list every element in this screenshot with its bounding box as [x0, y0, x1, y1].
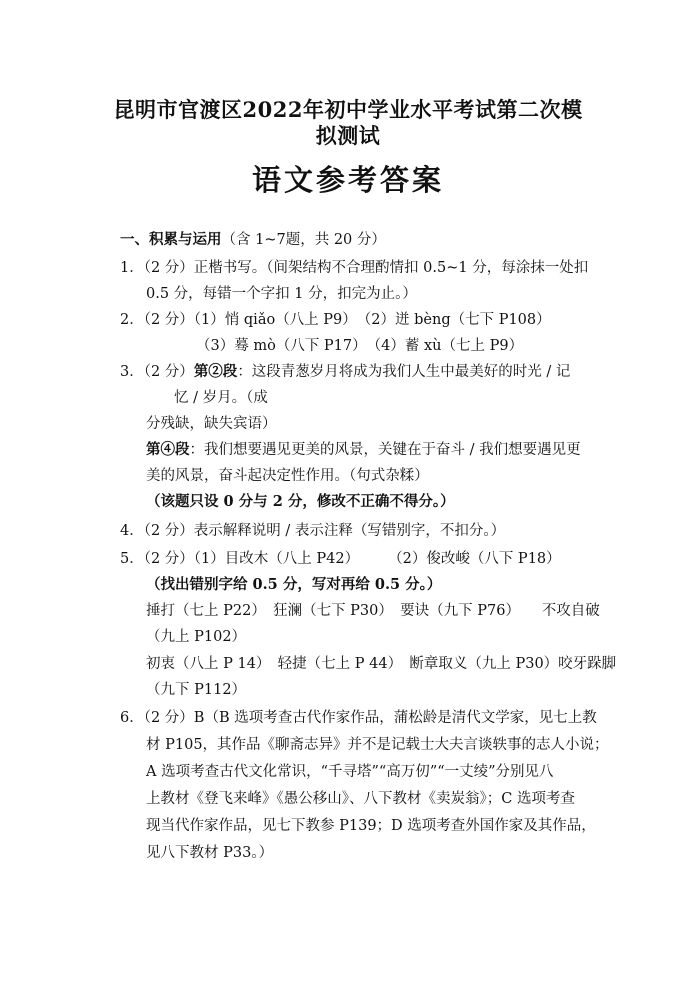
q3-scoring-note: （该题只设 0 分与 2 分，修改不正确不得分。） — [146, 493, 455, 510]
q4-line-1: 4．（2 分）表示解释说明 / 表示注释（写错别字，不扣分。） — [120, 523, 506, 539]
q3-line-3: 分残缺，缺失宾语） — [146, 416, 277, 432]
q5-line-1: 5．（2 分）（1）目改木（八上 P42） （2）俊改峻（八下 P18） — [120, 551, 561, 567]
q1-line-2: 0.5 分，每错一个字扣 1 分，扣完为止。） — [146, 286, 417, 302]
q3-line-4 — [146, 440, 581, 460]
q6-line-2: 材 P105，其作品《聊斋志异》并不是记载士大夫言谈轶事的志人小说； — [146, 737, 609, 753]
q1-line-1: 1．（2 分）正楷书写。（间架结构不合理酌情扣 0.5~1 分，每涂抹一处扣 — [120, 260, 589, 276]
q3-line-5: 美的风景，奋斗起决定性作用。（句式杂糅） — [146, 468, 429, 484]
q3-para-4-label: 第④段 — [146, 441, 190, 458]
q5-scoring-note: （找出错别字给 0.5 分，写对再给 0.5 分。） — [146, 576, 442, 593]
q5-line-5: 初衷（八上 P 14） 轻捷（七上 P 44） 断章取义（九上 P30）咬牙跺脚 — [146, 656, 617, 672]
section-1-heading-rest: （含 1~7题，共 20 分） — [221, 232, 386, 248]
page-subtitle: 语文参考答案 — [251, 163, 444, 197]
q2-line-2: （3）蓦 mò（八下 P17） （4）蓄 xù（七上 P9） — [196, 338, 524, 354]
q3-line-2: 忆 / 岁月。（成 — [174, 390, 268, 406]
q3-line-1 — [120, 362, 570, 382]
exam-title-line-2: 拟测试 — [315, 123, 381, 148]
q6-line-5: 现当代作家作品，见七下教参 P139；D 选项考查外国作家及其作品， — [146, 818, 596, 834]
q5-line-3: 捶打（七上 P22） 狂澜（七下 P30） 要诀（九下 P76） 不攻自破 — [146, 603, 600, 619]
exam-title-line-1: 昆明市官渡区2022年初中学业水平考试第二次模 — [113, 97, 583, 122]
q3-line-1-prefix: 3．（2 分） — [120, 364, 194, 380]
q5-line-4: （九上 P102） — [146, 629, 247, 645]
q6-line-3: A 选项考查古代文化常识，“千寻塔”“高万仞”“一丈绫”分别见八 — [146, 764, 554, 780]
section-1-heading — [120, 230, 386, 250]
q6-line-6: 见八下教材 P33。） — [146, 845, 274, 861]
q3-line-4-body: ：我们想要遇见更美的风景，关键在于奋斗 / 我们想要遇见更 — [189, 442, 581, 458]
q5-line-6: （九下 P112） — [146, 682, 247, 698]
q3-line-1-body: ：这段青葱岁月将成为我们人生中最美好的时光 / 记 — [237, 364, 571, 380]
q6-line-1: 6．（2 分）B（B 选项考查古代作家作品，蒲松龄是清代文学家，见七上教 — [120, 710, 597, 726]
q6-line-4: 上教材《登飞来峰》《愚公移山》、八下教材《卖炭翁》；C 选项考查 — [146, 791, 575, 807]
section-1-heading-bold: 一、积累与运用 — [120, 231, 222, 248]
q3-para-2-label: 第②段 — [193, 363, 238, 380]
q2-line-1: 2．（2 分）（1）悄 qiǎo（八上 P9） （2）迸 bèng（七下 P108） — [120, 312, 551, 328]
